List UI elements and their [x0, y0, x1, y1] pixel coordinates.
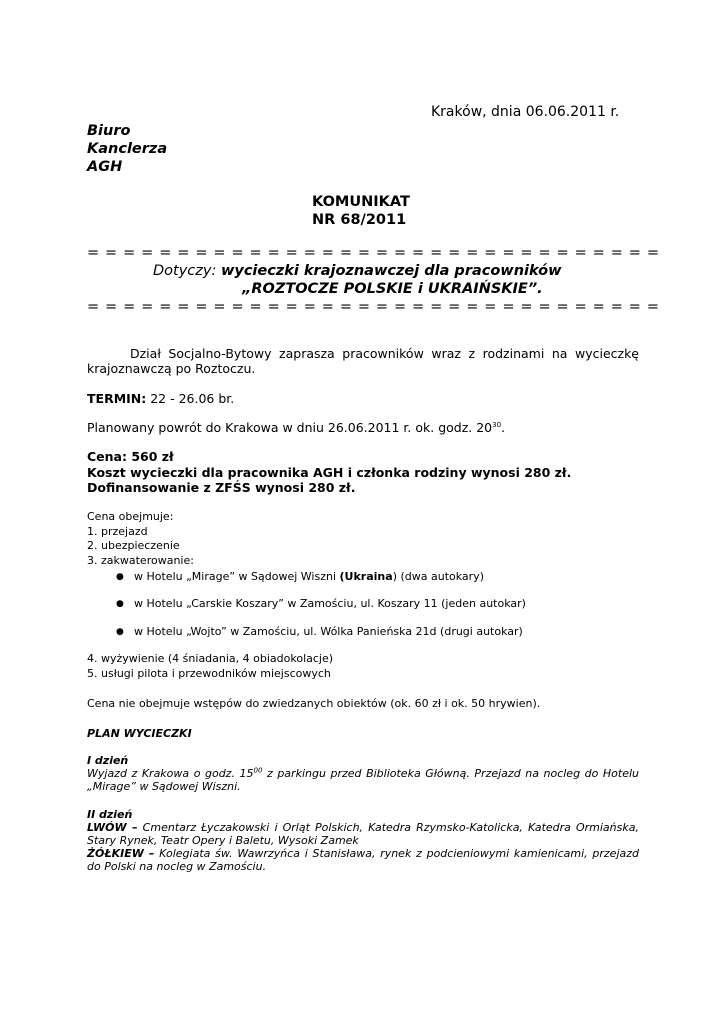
separator-bottom: = = = = = = = = = = = = = = = = = = = = = = = = = = = = = = = =	[87, 299, 660, 315]
day1-text-b: z parkingu przed Biblioteka Główną. Przejazd na nocleg do Hotelu „Mirage” w Sądowej Wiszni.	[87, 767, 639, 793]
office-line-2: Kanclerza	[87, 141, 168, 157]
title-text: KOMUNIKAT	[312, 194, 410, 210]
includes-item: 2. ubezpieczenie	[87, 539, 180, 552]
includes-item: 1. przejazd	[87, 524, 148, 538]
issuing-office	[87, 122, 167, 176]
subject-name: „ROZTOCZE POLSKIE i UKRAIŃSKIE”.	[242, 281, 543, 297]
price-block	[87, 449, 639, 496]
lwow-label: LWÓW –	[87, 821, 138, 834]
office-line-1: Biuro	[87, 123, 131, 139]
document-title	[312, 193, 410, 229]
plan-heading: PLAN WYCIECZKI	[87, 727, 192, 740]
includes-block	[87, 510, 639, 568]
bullet-icon: ●	[116, 572, 124, 582]
day1-time-sup: 00	[253, 766, 263, 775]
hotel-list-item	[116, 625, 523, 638]
lwow-text: Cmentarz Łyczakowski i Orląt Polskich, Katedra Rzymsko-Katolicka, Katedra Ormiańska, Stary Rynek, Teatr Opery i Baletu, Wysoki Zamek	[87, 821, 639, 847]
hotel-list-item	[116, 597, 526, 610]
termin-label: TERMIN:	[87, 391, 147, 406]
separator-top: = = = = = = = = = = = = = = = = = = = = = = = = = = = = = = = =	[87, 245, 660, 261]
day1-text-a: Wyjazd z Krakowa o godz. 15	[87, 767, 254, 780]
hotel-text-post: ) (dwa autokary)	[392, 570, 484, 583]
termin-line	[87, 391, 639, 406]
excludes-line: Cena nie obejmuje wstępów do zwiedzanych obiektów (ok. 60 zł i ok. 50 hrywien).	[87, 697, 541, 710]
title-number: NR 68/2011	[312, 212, 407, 228]
includes-more	[87, 652, 333, 681]
subject-text: wycieczki krajoznawczej dla pracowników	[220, 263, 562, 279]
hotel-bold: (Ukraina	[339, 570, 393, 583]
return-end: .	[501, 420, 506, 435]
return-line	[87, 420, 639, 435]
zolkiew-label: ŻÓŁKIEW –	[87, 847, 155, 860]
price-line-3: Dofinansowanie z ZFŚS wynosi 280 zł.	[87, 480, 356, 495]
includes-item: 4. wyżywienie (4 śniadania, 4 obiadokolacje)	[87, 652, 334, 665]
hotel-text: w Hotelu „Carskie Koszary” w Zamościu, ul. Koszary 11 (jeden autokar)	[134, 597, 526, 610]
subject-line	[153, 262, 561, 280]
return-text: Planowany powrót do Krakowa w dniu 26.06.2011 r. ok. godz. 20	[87, 420, 493, 435]
intro-paragraph	[87, 346, 639, 376]
includes-title: Cena obejmuje:	[87, 510, 174, 523]
document-date: Kraków, dnia 06.06.2011 r.	[431, 104, 620, 120]
day1-heading: I dzień	[87, 754, 129, 767]
price-line-2: Koszt wycieczki dla pracownika AGH i członka rodziny wynosi 280 zł.	[87, 464, 572, 480]
price-line-1: Cena: 560 zł	[87, 449, 174, 464]
subject-label: Dotyczy:	[153, 263, 217, 279]
day2-text	[87, 821, 639, 873]
intro-text: Dział Socjalno-Bytowy zaprasza pracowników wraz z rodzinami na wycieczkę krajoznawczą po Roztoczu.	[87, 346, 639, 376]
hotel-text: w Hotelu „Wojto” w Zamościu, ul. Wólka Panieńska 21d (drugi autokar)	[134, 625, 523, 638]
day1-text	[87, 767, 639, 793]
bullet-icon: ●	[116, 599, 124, 609]
office-line-3: AGH	[87, 159, 123, 175]
includes-item: 3. zakwaterowanie:	[87, 553, 194, 567]
day2-heading: II dzień	[87, 808, 133, 821]
hotel-text: w Hotelu „Mirage” w Sądowej Wiszni	[134, 570, 340, 583]
zolkiew-text: Kolegiata św. Wawrzyńca i Stanisława, rynek z podcieniowymi kamienicami, przejazd do Polski na nocleg w Zamościu.	[87, 847, 640, 873]
includes-item: 5. usługi pilota i przewodników miejscowych	[87, 666, 331, 680]
bullet-icon: ●	[116, 627, 124, 637]
termin-value: 22 - 26.06 br.	[150, 391, 235, 406]
return-time-sup: 30	[492, 420, 502, 429]
hotel-list-item	[116, 570, 484, 583]
